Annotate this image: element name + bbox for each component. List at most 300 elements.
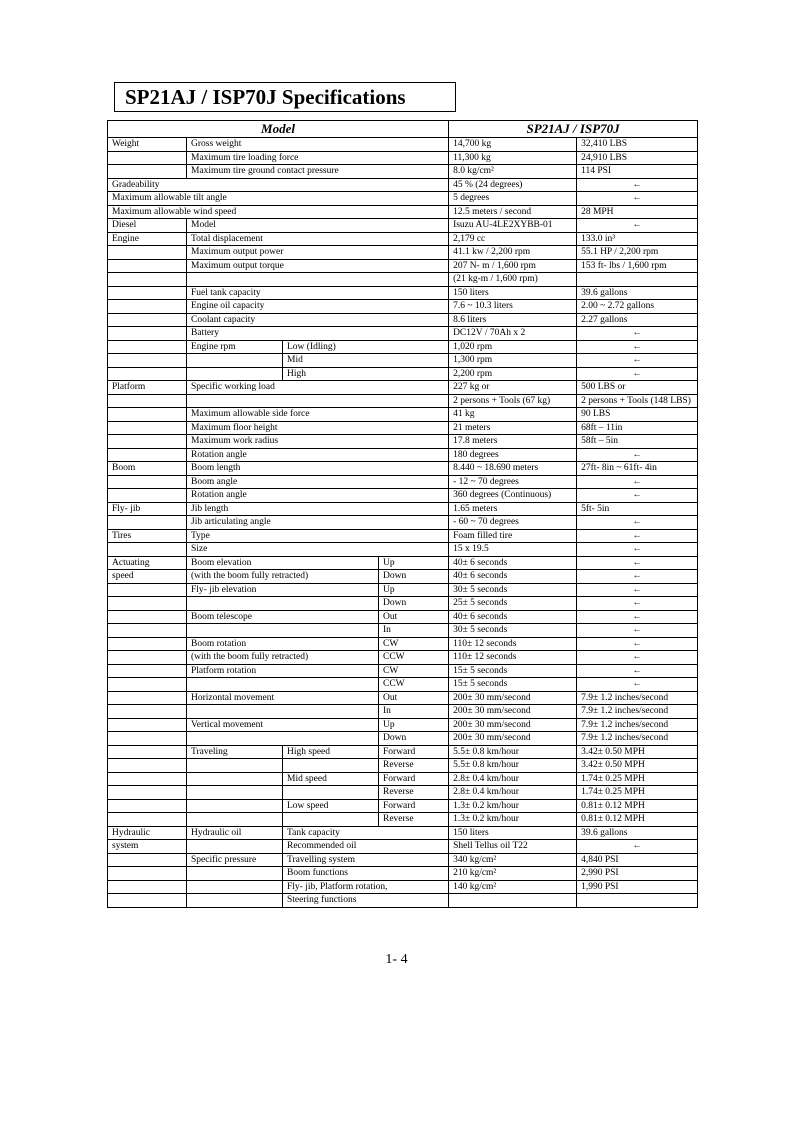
table-row <box>108 192 698 206</box>
table-row <box>108 705 698 719</box>
table-row <box>108 448 698 462</box>
table-row <box>108 165 698 179</box>
imperial-value-cell <box>577 894 698 908</box>
spec-label-cell: Forward <box>379 799 449 813</box>
imperial-value-cell: 27ft- 8in ~ 61ft- 4in <box>577 462 698 476</box>
spec-label-cell: Up <box>379 556 449 570</box>
table-row <box>108 597 698 611</box>
spec-label-cell <box>187 597 379 611</box>
imperial-value-cell: 153 ft- lbs / 1,600 rpm <box>577 259 698 273</box>
metric-value-cell: 360 degrees (Continuous) <box>449 489 577 503</box>
table-row <box>108 759 698 773</box>
metric-value-cell: 227 kg or <box>449 381 577 395</box>
spec-label-cell: Weight <box>108 138 187 152</box>
imperial-value-cell <box>577 273 698 287</box>
spec-label-cell <box>108 894 187 908</box>
spec-label-cell <box>108 583 187 597</box>
metric-value-cell: 8.440 ~ 18.690 meters <box>449 462 577 476</box>
table-row <box>108 880 698 894</box>
metric-value-cell: 5.5± 0.8 km/hour <box>449 745 577 759</box>
spec-label-cell: Total displacement <box>187 232 449 246</box>
header-model: Model <box>108 121 449 138</box>
spec-label-cell <box>108 273 187 287</box>
metric-value-cell: 2 persons + Tools (67 kg) <box>449 394 577 408</box>
spec-label-cell <box>108 516 187 530</box>
table-row <box>108 691 698 705</box>
spec-label-cell: Jib length <box>187 502 449 516</box>
table-row <box>108 327 698 341</box>
metric-value-cell: 21 meters <box>449 421 577 435</box>
spec-label-cell <box>108 880 187 894</box>
metric-value-cell: 5 degrees <box>449 192 577 206</box>
table-row <box>108 867 698 881</box>
spec-label-cell: CCW <box>379 678 449 692</box>
imperial-value-cell: 7.9± 1.2 inches/second <box>577 691 698 705</box>
metric-value-cell: 180 degrees <box>449 448 577 462</box>
spec-label-cell <box>108 448 187 462</box>
table-row <box>108 610 698 624</box>
imperial-value-cell: ← <box>577 637 698 651</box>
metric-value-cell: 41 kg <box>449 408 577 422</box>
metric-value-cell: 8.0 kg/cm² <box>449 165 577 179</box>
metric-value-cell: 110± 12 seconds <box>449 637 577 651</box>
imperial-value-cell: 1.74± 0.25 MPH <box>577 786 698 800</box>
spec-label-cell: Specific working load <box>187 381 449 395</box>
metric-value-cell: 340 kg/cm² <box>449 853 577 867</box>
table-row <box>108 556 698 570</box>
metric-value-cell: 200± 30 mm/second <box>449 691 577 705</box>
spec-label-cell: Rotation angle <box>187 489 449 503</box>
table-row <box>108 894 698 908</box>
spec-label-cell <box>283 813 379 827</box>
spec-label-cell: Down <box>379 570 449 584</box>
spec-label-cell: Battery <box>187 327 449 341</box>
table-row <box>108 529 698 543</box>
metric-value-cell: DC12V / 70Ah x 2 <box>449 327 577 341</box>
spec-label-cell: Low (Idling) <box>283 340 449 354</box>
spec-label-cell: Type <box>187 529 449 543</box>
imperial-value-cell: 2,990 PSI <box>577 867 698 881</box>
imperial-value-cell: ← <box>577 529 698 543</box>
spec-label-cell: Steering functions <box>283 894 449 908</box>
table-row <box>108 664 698 678</box>
spec-label-cell <box>187 786 283 800</box>
spec-label-cell <box>108 489 187 503</box>
table-row <box>108 624 698 638</box>
spec-label-cell: Platform <box>108 381 187 395</box>
imperial-value-cell: ← <box>577 651 698 665</box>
imperial-value-cell: ← <box>577 327 698 341</box>
spec-label-cell: Coolant capacity <box>187 313 449 327</box>
spec-label-cell <box>187 840 283 854</box>
imperial-value-cell: 3.42± 0.50 MPH <box>577 759 698 773</box>
table-row <box>108 475 698 489</box>
spec-label-cell: CW <box>379 664 449 678</box>
spec-label-cell: Down <box>379 597 449 611</box>
table-row <box>108 205 698 219</box>
imperial-value-cell: 55.1 HP / 2,200 rpm <box>577 246 698 260</box>
spec-label-cell: Maximum tire loading force <box>187 151 449 165</box>
spec-label-cell <box>187 772 283 786</box>
imperial-value-cell: 0.81± 0.12 MPH <box>577 799 698 813</box>
spec-label-cell <box>108 313 187 327</box>
table-row <box>108 651 698 665</box>
spec-label-cell <box>108 151 187 165</box>
spec-label-cell <box>108 759 187 773</box>
table-row <box>108 259 698 273</box>
spec-label-cell: Maximum output power <box>187 246 449 260</box>
imperial-value-cell: 39.6 gallons <box>577 826 698 840</box>
spec-label-cell <box>108 259 187 273</box>
table-row <box>108 786 698 800</box>
imperial-value-cell: ← <box>577 219 698 233</box>
metric-value-cell: 40± 6 seconds <box>449 556 577 570</box>
spec-label-cell <box>108 786 187 800</box>
spec-label-cell: Maximum tire ground contact pressure <box>187 165 449 179</box>
metric-value-cell: 200± 30 mm/second <box>449 718 577 732</box>
metric-value-cell: 2,200 rpm <box>449 367 577 381</box>
spec-label-cell <box>108 732 187 746</box>
spec-label-cell <box>108 691 187 705</box>
spec-label-cell <box>108 367 187 381</box>
spec-label-cell <box>108 813 187 827</box>
spec-label-cell <box>108 394 187 408</box>
table-row <box>108 516 698 530</box>
spec-label-cell <box>187 799 283 813</box>
spec-label-cell <box>108 718 187 732</box>
metric-value-cell: 200± 30 mm/second <box>449 732 577 746</box>
spec-label-cell: Forward <box>379 745 449 759</box>
spec-label-cell <box>108 286 187 300</box>
spec-label-cell <box>108 408 187 422</box>
spec-label-cell: CW <box>379 637 449 651</box>
imperial-value-cell: ← <box>577 340 698 354</box>
table-row <box>108 219 698 233</box>
metric-value-cell: 12.5 meters / second <box>449 205 577 219</box>
spec-label-cell: Boom <box>108 462 187 476</box>
imperial-value-cell: ← <box>577 570 698 584</box>
table-row <box>108 435 698 449</box>
metric-value-cell: 140 kg/cm² <box>449 880 577 894</box>
metric-value-cell: 8.6 liters <box>449 313 577 327</box>
metric-value-cell: 11,300 kg <box>449 151 577 165</box>
table-row <box>108 394 698 408</box>
spec-label-cell <box>108 705 187 719</box>
spec-label-cell <box>108 165 187 179</box>
spec-label-cell <box>187 880 283 894</box>
imperial-value-cell: 32,410 LBS <box>577 138 698 152</box>
spec-label-cell: In <box>379 624 449 638</box>
imperial-value-cell: 28 MPH <box>577 205 698 219</box>
spec-label-cell <box>187 678 379 692</box>
metric-value-cell: 15± 5 seconds <box>449 678 577 692</box>
imperial-value-cell: 4,840 PSI <box>577 853 698 867</box>
spec-label-cell: Mid <box>283 354 449 368</box>
imperial-value-cell: ← <box>577 516 698 530</box>
metric-value-cell: Foam filled tire <box>449 529 577 543</box>
metric-value-cell <box>449 894 577 908</box>
spec-label-cell: Model <box>187 219 449 233</box>
spec-label-cell: Up <box>379 718 449 732</box>
metric-value-cell: 2,179 cc <box>449 232 577 246</box>
spec-label-cell <box>108 435 187 449</box>
metric-value-cell: 41.1 kw / 2,200 rpm <box>449 246 577 260</box>
imperial-value-cell: 0.81± 0.12 MPH <box>577 813 698 827</box>
spec-label-cell <box>187 705 379 719</box>
spec-label-cell: (with the boom fully retracted) <box>187 651 379 665</box>
imperial-value-cell: ← <box>577 448 698 462</box>
spec-label-cell <box>187 867 283 881</box>
spec-label-cell: Rotation angle <box>187 448 449 462</box>
spec-label-cell <box>108 853 187 867</box>
metric-value-cell: 210 kg/cm² <box>449 867 577 881</box>
metric-value-cell: 150 liters <box>449 286 577 300</box>
table-row <box>108 313 698 327</box>
imperial-value-cell: 7.9± 1.2 inches/second <box>577 732 698 746</box>
table-row <box>108 772 698 786</box>
imperial-value-cell: 58ft – 5in <box>577 435 698 449</box>
imperial-value-cell: ← <box>577 178 698 192</box>
spec-label-cell: Jib articulating angle <box>187 516 449 530</box>
table-row <box>108 853 698 867</box>
spec-label-cell: In <box>379 705 449 719</box>
imperial-value-cell: 7.9± 1.2 inches/second <box>577 718 698 732</box>
metric-value-cell: 40± 6 seconds <box>449 610 577 624</box>
table-row <box>108 745 698 759</box>
imperial-value-cell: 1,990 PSI <box>577 880 698 894</box>
table-row <box>108 799 698 813</box>
spec-label-cell: Maximum work radius <box>187 435 449 449</box>
table-row <box>108 813 698 827</box>
imperial-value-cell: 1.74± 0.25 MPH <box>577 772 698 786</box>
table-row <box>108 637 698 651</box>
metric-value-cell: 40± 6 seconds <box>449 570 577 584</box>
spec-label-cell <box>108 327 187 341</box>
metric-value-cell: - 12 ~ 70 degrees <box>449 475 577 489</box>
spec-label-cell <box>283 786 379 800</box>
metric-value-cell: 45 % (24 degrees) <box>449 178 577 192</box>
spec-label-cell: system <box>108 840 187 854</box>
imperial-value-cell: 114 PSI <box>577 165 698 179</box>
title-box <box>114 82 456 112</box>
spec-label-cell <box>187 813 283 827</box>
spec-label-cell: Platform rotation <box>187 664 379 678</box>
spec-label-cell <box>108 354 187 368</box>
metric-value-cell: 2.8± 0.4 km/hour <box>449 772 577 786</box>
spec-label-cell <box>108 867 187 881</box>
imperial-value-cell: 39.6 gallons <box>577 286 698 300</box>
table-row <box>108 273 698 287</box>
spec-label-cell: Actuating <box>108 556 187 570</box>
imperial-value-cell: ← <box>577 678 698 692</box>
table-row <box>108 246 698 260</box>
metric-value-cell: 150 liters <box>449 826 577 840</box>
spec-label-cell <box>187 367 283 381</box>
spec-label-cell <box>187 394 449 408</box>
imperial-value-cell: ← <box>577 664 698 678</box>
spec-label-cell <box>108 475 187 489</box>
spec-label-cell <box>108 651 187 665</box>
table-row <box>108 381 698 395</box>
spec-label-cell: Reverse <box>379 786 449 800</box>
metric-value-cell: - 60 ~ 70 degrees <box>449 516 577 530</box>
page-number: 1- 4 <box>385 952 408 967</box>
table-row <box>108 408 698 422</box>
spec-label-cell: Forward <box>379 772 449 786</box>
imperial-value-cell: 24,910 LBS <box>577 151 698 165</box>
spec-label-cell: CCW <box>379 651 449 665</box>
spec-label-cell: Out <box>379 691 449 705</box>
spec-label-cell: Gradeability <box>108 178 449 192</box>
table-row <box>108 502 698 516</box>
imperial-value-cell: ← <box>577 583 698 597</box>
spec-label-cell: Down <box>379 732 449 746</box>
spec-label-cell: Maximum floor height <box>187 421 449 435</box>
spec-label-cell: High <box>283 367 449 381</box>
spec-label-cell: Tires <box>108 529 187 543</box>
spec-label-cell <box>187 894 283 908</box>
spec-label-cell <box>108 246 187 260</box>
spec-label-cell: Vertical movement <box>187 718 379 732</box>
table-row <box>108 826 698 840</box>
spec-label-cell: Reverse <box>379 813 449 827</box>
table-row <box>108 543 698 557</box>
spec-label-cell <box>187 624 379 638</box>
spec-label-cell <box>108 340 187 354</box>
table-header-row <box>108 121 698 138</box>
spec-label-cell <box>108 624 187 638</box>
metric-value-cell: 1.65 meters <box>449 502 577 516</box>
spec-label-cell: Fly- jib <box>108 502 187 516</box>
imperial-value-cell: ← <box>577 192 698 206</box>
specifications-table <box>107 120 698 908</box>
spec-label-cell: Hydraulic <box>108 826 187 840</box>
spec-label-cell: Out <box>379 610 449 624</box>
spec-label-cell: Horizontal movement <box>187 691 379 705</box>
imperial-value-cell: ← <box>577 475 698 489</box>
imperial-value-cell: 5ft- 5in <box>577 502 698 516</box>
spec-label-cell <box>187 273 449 287</box>
metric-value-cell: 5.5± 0.8 km/hour <box>449 759 577 773</box>
metric-value-cell: 1,300 rpm <box>449 354 577 368</box>
imperial-value-cell: 7.9± 1.2 inches/second <box>577 705 698 719</box>
spec-label-cell <box>187 354 283 368</box>
spec-label-cell: Maximum allowable tilt angle <box>108 192 449 206</box>
imperial-value-cell: ← <box>577 367 698 381</box>
imperial-value-cell: ← <box>577 543 698 557</box>
table-row <box>108 840 698 854</box>
metric-value-cell: 1.3± 0.2 km/hour <box>449 799 577 813</box>
spec-label-cell: Size <box>187 543 449 557</box>
spec-label-cell: High speed <box>283 745 379 759</box>
imperial-value-cell: 3.42± 0.50 MPH <box>577 745 698 759</box>
spec-label-cell: Engine oil capacity <box>187 300 449 314</box>
imperial-value-cell: ← <box>577 489 698 503</box>
spec-label-cell <box>108 799 187 813</box>
table-row <box>108 151 698 165</box>
imperial-value-cell: ← <box>577 597 698 611</box>
spec-label-cell: Reverse <box>379 759 449 773</box>
table-row <box>108 718 698 732</box>
spec-label-cell <box>283 759 379 773</box>
spec-label-cell: Up <box>379 583 449 597</box>
spec-label-cell: Boom elevation <box>187 556 379 570</box>
imperial-value-cell: ← <box>577 354 698 368</box>
metric-value-cell: Shell Tellus oil T22 <box>449 840 577 854</box>
spec-label-cell: (with the boom fully retracted) <box>187 570 379 584</box>
spec-label-cell: Diesel <box>108 219 187 233</box>
spec-label-cell <box>108 597 187 611</box>
imperial-value-cell: ← <box>577 624 698 638</box>
imperial-value-cell: 500 LBS or <box>577 381 698 395</box>
metric-value-cell: Isuzu AU-4LE2XYBB-01 <box>449 219 577 233</box>
table-row <box>108 421 698 435</box>
table-row <box>108 462 698 476</box>
metric-value-cell: 200± 30 mm/second <box>449 705 577 719</box>
metric-value-cell: 15± 5 seconds <box>449 664 577 678</box>
spec-label-cell <box>108 300 187 314</box>
spec-label-cell <box>108 543 187 557</box>
metric-value-cell: (21 kg-m / 1,600 rpm) <box>449 273 577 287</box>
spec-label-cell: Travelling system <box>283 853 449 867</box>
imperial-value-cell: ← <box>577 610 698 624</box>
spec-label-cell <box>108 610 187 624</box>
spec-label-cell: Maximum output torque <box>187 259 449 273</box>
spec-label-cell <box>187 759 283 773</box>
spec-label-cell: Maximum allowable side force <box>187 408 449 422</box>
spec-label-cell: Mid speed <box>283 772 379 786</box>
metric-value-cell: 15 x 19.5 <box>449 543 577 557</box>
imperial-value-cell: 2.00 ~ 2.72 gallons <box>577 300 698 314</box>
spec-label-cell: Boom length <box>187 462 449 476</box>
spec-label-cell <box>187 732 379 746</box>
spec-label-cell: Tank capacity <box>283 826 449 840</box>
spec-label-cell: speed <box>108 570 187 584</box>
table-row <box>108 489 698 503</box>
spec-label-cell: Maximum allowable wind speed <box>108 205 449 219</box>
metric-value-cell: 14,700 kg <box>449 138 577 152</box>
spec-label-cell: Boom angle <box>187 475 449 489</box>
header-variant: SP21AJ / ISP70J <box>449 121 698 138</box>
metric-value-cell: 1,020 rpm <box>449 340 577 354</box>
spec-label-cell <box>108 678 187 692</box>
spec-label-cell: Fly- jib elevation <box>187 583 379 597</box>
spec-label-cell: Recommended oil <box>283 840 449 854</box>
metric-value-cell: 2.8± 0.4 km/hour <box>449 786 577 800</box>
spec-label-cell: Low speed <box>283 799 379 813</box>
spec-label-cell <box>108 421 187 435</box>
spec-label-cell: Boom telescope <box>187 610 379 624</box>
metric-value-cell: 25± 5 seconds <box>449 597 577 611</box>
spec-label-cell <box>108 772 187 786</box>
table-row <box>108 138 698 152</box>
table-row <box>108 178 698 192</box>
metric-value-cell: 1.3± 0.2 km/hour <box>449 813 577 827</box>
spec-label-cell: Gross weight <box>187 138 449 152</box>
spec-label-cell: Fuel tank capacity <box>187 286 449 300</box>
metric-value-cell: 17.8 meters <box>449 435 577 449</box>
imperial-value-cell: 2 persons + Tools (148 LBS) <box>577 394 698 408</box>
table-row <box>108 340 698 354</box>
imperial-value-cell: ← <box>577 556 698 570</box>
spec-label-cell: Specific pressure <box>187 853 283 867</box>
page-title: SP21AJ / ISP70J Specifications <box>125 85 406 109</box>
metric-value-cell: 30± 5 seconds <box>449 583 577 597</box>
metric-value-cell: 30± 5 seconds <box>449 624 577 638</box>
spec-label-cell <box>108 664 187 678</box>
spec-label-cell: Traveling <box>187 745 283 759</box>
table-row <box>108 732 698 746</box>
